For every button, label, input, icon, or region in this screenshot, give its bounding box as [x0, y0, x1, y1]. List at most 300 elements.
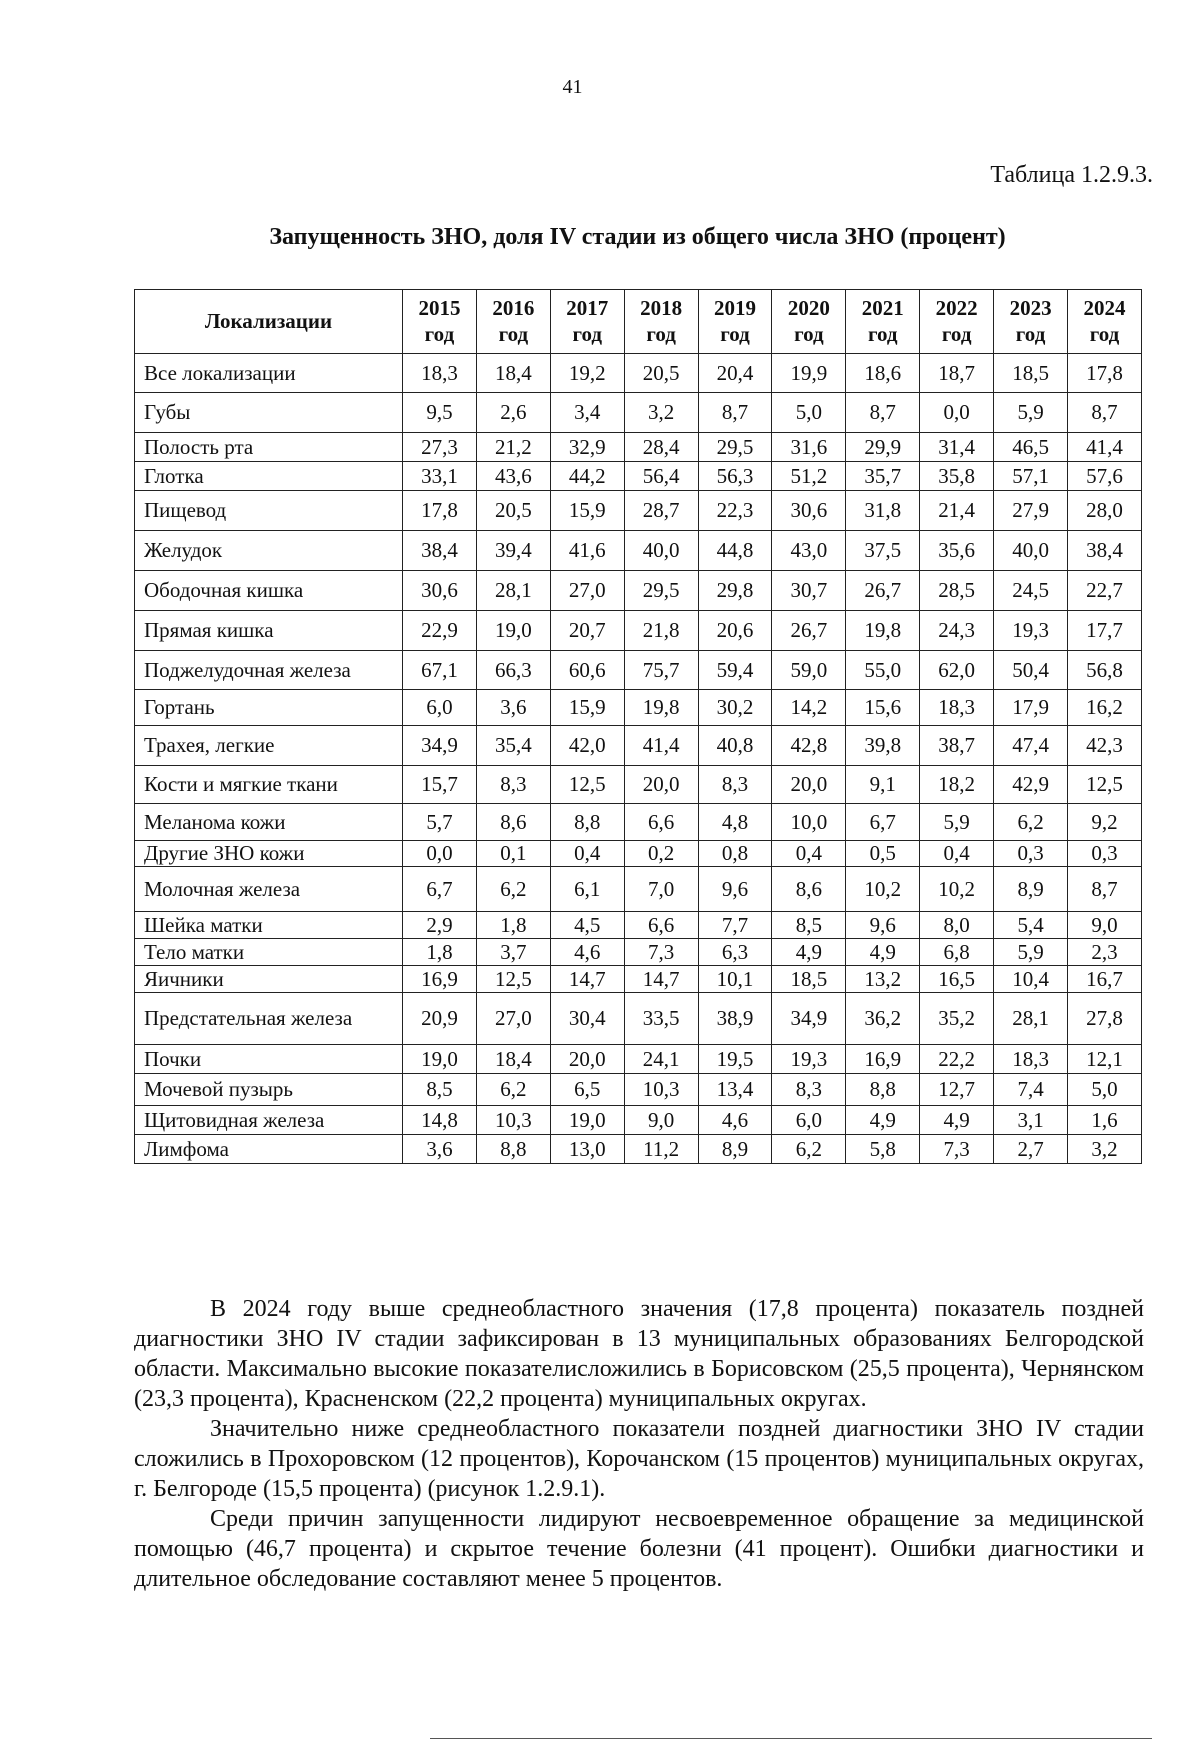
paragraph: Значительно ниже среднеобластного показатели поздней диагностики ЗНО IV стадии сложились в Прохоровском (12 процентов), Корочанском (15 процентов) муниципальных округах, г. Белгороде (15,5 процента) (рисунок 1.2.9.1).	[134, 1416, 1144, 1502]
value-cell: 0,4	[772, 841, 846, 867]
value-cell: 4,9	[772, 939, 846, 966]
paragraph: Среди причин запущенности лидируют несвоевременное обращение за медицинской помощью (46,7 процента) и скрытое течение болезни (41 процент). Ошибки диагностики и длительное обследование составляют менее 5 процентов.	[134, 1506, 1144, 1592]
value-cell: 5,9	[920, 804, 994, 841]
value-cell: 12,1	[1068, 1045, 1142, 1074]
value-cell: 0,0	[920, 393, 994, 433]
value-cell: 75,7	[624, 651, 698, 690]
value-cell: 10,4	[994, 966, 1068, 993]
value-cell: 0,8	[698, 841, 772, 867]
location-cell: Ободочная кишка	[135, 571, 403, 611]
value-cell: 19,2	[550, 354, 624, 393]
value-cell: 28,0	[1068, 491, 1142, 531]
value-cell: 8,8	[550, 804, 624, 841]
value-cell: 0,0	[403, 841, 477, 867]
value-cell: 12,5	[1068, 766, 1142, 804]
value-cell: 42,0	[550, 726, 624, 766]
table-row	[135, 531, 1142, 571]
value-cell: 18,3	[994, 1045, 1068, 1074]
value-cell: 39,8	[846, 726, 920, 766]
location-cell: Глотка	[135, 462, 403, 491]
table-row	[135, 571, 1142, 611]
value-cell: 3,2	[624, 393, 698, 433]
value-cell: 22,7	[1068, 571, 1142, 611]
value-cell: 11,2	[624, 1135, 698, 1164]
location-cell: Меланома кожи	[135, 804, 403, 841]
value-cell: 30,6	[403, 571, 477, 611]
location-cell: Мочевой пузырь	[135, 1074, 403, 1106]
value-cell: 8,9	[698, 1135, 772, 1164]
value-cell: 5,9	[994, 939, 1068, 966]
value-cell: 7,7	[698, 912, 772, 939]
location-cell: Трахея, легкие	[135, 726, 403, 766]
value-cell: 27,0	[550, 571, 624, 611]
location-cell: Щитовидная железа	[135, 1106, 403, 1135]
value-cell: 33,5	[624, 993, 698, 1045]
location-cell: Полость рта	[135, 433, 403, 462]
value-cell: 8,3	[698, 766, 772, 804]
value-cell: 17,8	[403, 491, 477, 531]
value-cell: 27,8	[1068, 993, 1142, 1045]
value-cell: 35,2	[920, 993, 994, 1045]
value-cell: 16,9	[846, 1045, 920, 1074]
value-cell: 9,0	[1068, 912, 1142, 939]
year-header	[920, 290, 994, 354]
value-cell: 20,4	[698, 354, 772, 393]
value-cell: 20,7	[550, 611, 624, 651]
value-cell: 18,5	[994, 354, 1068, 393]
table-title: Запущенность ЗНО, доля IV стадии из общего числа ЗНО (процент)	[269, 224, 1006, 250]
value-cell: 28,4	[624, 433, 698, 462]
value-cell: 34,9	[772, 993, 846, 1045]
value-cell: 14,7	[624, 966, 698, 993]
value-cell: 38,4	[1068, 531, 1142, 571]
value-cell: 57,1	[994, 462, 1068, 491]
value-cell: 29,8	[698, 571, 772, 611]
value-cell: 19,8	[624, 690, 698, 726]
body-text	[134, 1294, 1144, 1594]
value-cell: 4,9	[920, 1106, 994, 1135]
value-cell: 28,1	[476, 571, 550, 611]
value-cell: 47,4	[994, 726, 1068, 766]
value-cell: 35,8	[920, 462, 994, 491]
value-cell: 20,9	[403, 993, 477, 1045]
year-number: 2024	[1083, 296, 1126, 321]
value-cell: 6,8	[920, 939, 994, 966]
value-cell: 33,1	[403, 462, 477, 491]
year-header	[698, 290, 772, 354]
table-row	[135, 690, 1142, 726]
value-cell: 6,6	[624, 804, 698, 841]
value-cell: 29,5	[624, 571, 698, 611]
value-cell: 5,7	[403, 804, 477, 841]
location-cell: Гортань	[135, 690, 403, 726]
value-cell: 30,6	[772, 491, 846, 531]
value-cell: 42,9	[994, 766, 1068, 804]
value-cell: 26,7	[846, 571, 920, 611]
page-number: 41	[562, 76, 583, 98]
value-cell: 5,0	[772, 393, 846, 433]
value-cell: 16,7	[1068, 966, 1142, 993]
value-cell: 27,3	[403, 433, 477, 462]
value-cell: 18,5	[772, 966, 846, 993]
value-cell: 67,1	[403, 651, 477, 690]
value-cell: 32,9	[550, 433, 624, 462]
data-table	[134, 289, 1142, 1164]
location-cell: Кости и мягкие ткани	[135, 766, 403, 804]
value-cell: 38,7	[920, 726, 994, 766]
table-row	[135, 354, 1142, 393]
table-row	[135, 1135, 1142, 1164]
location-cell: Молочная железа	[135, 867, 403, 912]
value-cell: 5,4	[994, 912, 1068, 939]
table-row	[135, 611, 1142, 651]
value-cell: 8,7	[1068, 393, 1142, 433]
year-unit: год	[941, 321, 972, 346]
value-cell: 19,0	[403, 1045, 477, 1074]
value-cell: 7,3	[920, 1135, 994, 1164]
value-cell: 34,9	[403, 726, 477, 766]
value-cell: 7,4	[994, 1074, 1068, 1106]
value-cell: 3,1	[994, 1106, 1068, 1135]
year-header	[403, 290, 477, 354]
location-cell: Прямая кишка	[135, 611, 403, 651]
table-row	[135, 491, 1142, 531]
year-unit: год	[424, 321, 455, 346]
value-cell: 12,7	[920, 1074, 994, 1106]
table-row	[135, 766, 1142, 804]
value-cell: 10,1	[698, 966, 772, 993]
value-cell: 4,9	[846, 1106, 920, 1135]
value-cell: 3,2	[1068, 1135, 1142, 1164]
value-cell: 35,7	[846, 462, 920, 491]
value-cell: 12,5	[476, 966, 550, 993]
location-cell: Губы	[135, 393, 403, 433]
value-cell: 28,1	[994, 993, 1068, 1045]
value-cell: 16,5	[920, 966, 994, 993]
value-cell: 6,1	[550, 867, 624, 912]
value-cell: 21,2	[476, 433, 550, 462]
value-cell: 1,8	[476, 912, 550, 939]
value-cell: 4,6	[550, 939, 624, 966]
value-cell: 41,6	[550, 531, 624, 571]
year-unit: год	[646, 321, 676, 346]
value-cell: 10,3	[476, 1106, 550, 1135]
value-cell: 24,3	[920, 611, 994, 651]
location-cell: Другие ЗНО кожи	[135, 841, 403, 867]
value-cell: 30,7	[772, 571, 846, 611]
year-header	[772, 290, 846, 354]
value-cell: 14,8	[403, 1106, 477, 1135]
value-cell: 31,4	[920, 433, 994, 462]
value-cell: 4,6	[698, 1106, 772, 1135]
value-cell: 36,2	[846, 993, 920, 1045]
value-cell: 40,8	[698, 726, 772, 766]
value-cell: 21,8	[624, 611, 698, 651]
year-number: 2016	[492, 296, 535, 321]
value-cell: 5,0	[1068, 1074, 1142, 1106]
location-cell: Предстательная железа	[135, 993, 403, 1045]
value-cell: 22,9	[403, 611, 477, 651]
value-cell: 7,3	[624, 939, 698, 966]
value-cell: 55,0	[846, 651, 920, 690]
value-cell: 0,5	[846, 841, 920, 867]
value-cell: 19,0	[476, 611, 550, 651]
value-cell: 28,7	[624, 491, 698, 531]
value-cell: 18,6	[846, 354, 920, 393]
value-cell: 29,9	[846, 433, 920, 462]
value-cell: 0,1	[476, 841, 550, 867]
value-cell: 9,1	[846, 766, 920, 804]
table-body	[135, 354, 1142, 1164]
value-cell: 9,6	[846, 912, 920, 939]
year-unit: год	[1089, 321, 1120, 346]
value-cell: 18,7	[920, 354, 994, 393]
value-cell: 30,4	[550, 993, 624, 1045]
value-cell: 19,3	[772, 1045, 846, 1074]
value-cell: 6,7	[846, 804, 920, 841]
value-cell: 19,0	[550, 1106, 624, 1135]
value-cell: 42,3	[1068, 726, 1142, 766]
year-unit: год	[1015, 321, 1046, 346]
value-cell: 20,0	[624, 766, 698, 804]
location-cell: Тело матки	[135, 939, 403, 966]
table-row	[135, 1074, 1142, 1106]
location-cell: Почки	[135, 1045, 403, 1074]
value-cell: 15,7	[403, 766, 477, 804]
table-row	[135, 462, 1142, 491]
value-cell: 12,5	[550, 766, 624, 804]
location-cell: Желудок	[135, 531, 403, 571]
year-number: 2023	[1009, 296, 1052, 321]
value-cell: 38,9	[698, 993, 772, 1045]
value-cell: 60,6	[550, 651, 624, 690]
value-cell: 5,8	[846, 1135, 920, 1164]
value-cell: 3,6	[476, 690, 550, 726]
year-header	[550, 290, 624, 354]
value-cell: 14,2	[772, 690, 846, 726]
value-cell: 43,6	[476, 462, 550, 491]
value-cell: 9,5	[403, 393, 477, 433]
location-cell: Лимфома	[135, 1135, 403, 1164]
table-row	[135, 651, 1142, 690]
value-cell: 22,3	[698, 491, 772, 531]
value-cell: 0,4	[920, 841, 994, 867]
value-cell: 0,2	[624, 841, 698, 867]
value-cell: 15,6	[846, 690, 920, 726]
value-cell: 0,3	[1068, 841, 1142, 867]
value-cell: 24,5	[994, 571, 1068, 611]
value-cell: 6,2	[476, 867, 550, 912]
value-cell: 2,7	[994, 1135, 1068, 1164]
value-cell: 35,4	[476, 726, 550, 766]
value-cell: 56,4	[624, 462, 698, 491]
value-cell: 62,0	[920, 651, 994, 690]
value-cell: 39,4	[476, 531, 550, 571]
value-cell: 19,3	[994, 611, 1068, 651]
location-cell: Поджелудочная железа	[135, 651, 403, 690]
value-cell: 26,7	[772, 611, 846, 651]
value-cell: 6,0	[772, 1106, 846, 1135]
value-cell: 9,2	[1068, 804, 1142, 841]
value-cell: 5,9	[994, 393, 1068, 433]
table-row	[135, 841, 1142, 867]
value-cell: 42,8	[772, 726, 846, 766]
table-row	[135, 993, 1142, 1045]
year-number: 2022	[935, 296, 978, 321]
footer-rule	[430, 1738, 1152, 1739]
table-row	[135, 804, 1142, 841]
year-number: 2020	[787, 296, 830, 321]
location-header: Локализации	[135, 290, 403, 354]
value-cell: 2,9	[403, 912, 477, 939]
value-cell: 2,3	[1068, 939, 1142, 966]
table-row	[135, 1045, 1142, 1074]
table-row	[135, 726, 1142, 766]
value-cell: 13,2	[846, 966, 920, 993]
value-cell: 0,4	[550, 841, 624, 867]
value-cell: 8,7	[1068, 867, 1142, 912]
value-cell: 35,6	[920, 531, 994, 571]
value-cell: 8,5	[403, 1074, 477, 1106]
value-cell: 56,3	[698, 462, 772, 491]
value-cell: 14,7	[550, 966, 624, 993]
location-cell: Яичники	[135, 966, 403, 993]
year-header	[846, 290, 920, 354]
year-unit: год	[794, 321, 824, 346]
value-cell: 59,4	[698, 651, 772, 690]
value-cell: 43,0	[772, 531, 846, 571]
value-cell: 3,7	[476, 939, 550, 966]
value-cell: 4,5	[550, 912, 624, 939]
value-cell: 16,2	[1068, 690, 1142, 726]
year-unit: год	[572, 321, 602, 346]
value-cell: 1,8	[403, 939, 477, 966]
value-cell: 8,7	[846, 393, 920, 433]
value-cell: 19,5	[698, 1045, 772, 1074]
value-cell: 10,2	[846, 867, 920, 912]
table-row	[135, 939, 1142, 966]
value-cell: 13,0	[550, 1135, 624, 1164]
value-cell: 40,0	[994, 531, 1068, 571]
value-cell: 15,9	[550, 690, 624, 726]
value-cell: 21,4	[920, 491, 994, 531]
value-cell: 17,9	[994, 690, 1068, 726]
value-cell: 6,5	[550, 1074, 624, 1106]
value-cell: 8,8	[846, 1074, 920, 1106]
value-cell: 1,6	[1068, 1106, 1142, 1135]
value-cell: 22,2	[920, 1045, 994, 1074]
location-cell: Шейка матки	[135, 912, 403, 939]
value-cell: 8,7	[698, 393, 772, 433]
value-cell: 38,4	[403, 531, 477, 571]
table-header	[135, 290, 1142, 354]
value-cell: 8,5	[772, 912, 846, 939]
year-unit: год	[720, 321, 750, 346]
value-cell: 2,6	[476, 393, 550, 433]
value-cell: 59,0	[772, 651, 846, 690]
location-cell: Все локализации	[135, 354, 403, 393]
value-cell: 8,6	[476, 804, 550, 841]
value-cell: 6,0	[403, 690, 477, 726]
value-cell: 8,9	[994, 867, 1068, 912]
value-cell: 40,0	[624, 531, 698, 571]
value-cell: 19,9	[772, 354, 846, 393]
year-header	[624, 290, 698, 354]
value-cell: 6,2	[772, 1135, 846, 1164]
value-cell: 6,2	[476, 1074, 550, 1106]
value-cell: 20,0	[772, 766, 846, 804]
value-cell: 19,8	[846, 611, 920, 651]
value-cell: 4,9	[846, 939, 920, 966]
value-cell: 20,5	[624, 354, 698, 393]
value-cell: 3,6	[403, 1135, 477, 1164]
value-cell: 31,6	[772, 433, 846, 462]
value-cell: 8,0	[920, 912, 994, 939]
table-row	[135, 966, 1142, 993]
value-cell: 20,6	[698, 611, 772, 651]
value-cell: 18,4	[476, 1045, 550, 1074]
value-cell: 28,5	[920, 571, 994, 611]
year-number: 2019	[714, 296, 756, 321]
year-unit: год	[498, 321, 529, 346]
value-cell: 27,9	[994, 491, 1068, 531]
value-cell: 6,3	[698, 939, 772, 966]
year-header	[476, 290, 550, 354]
value-cell: 20,5	[476, 491, 550, 531]
value-cell: 50,4	[994, 651, 1068, 690]
value-cell: 7,0	[624, 867, 698, 912]
year-number: 2015	[418, 296, 461, 321]
value-cell: 41,4	[624, 726, 698, 766]
value-cell: 18,2	[920, 766, 994, 804]
table-row	[135, 867, 1142, 912]
value-cell: 37,5	[846, 531, 920, 571]
table-row	[135, 1106, 1142, 1135]
value-cell: 8,3	[476, 766, 550, 804]
paragraph: В 2024 году выше среднеобластного значения (17,8 процента) показатель поздней диагностики ЗНО IV стадии зафиксирован в 13 муниципальных образованиях Белгородской области. Максимально высокие показателисложились в Борисовском (25,5 процента), Чернянском (23,3 процента), Красненском (22,2 процента) муниципальных округах.	[134, 1296, 1144, 1412]
value-cell: 44,8	[698, 531, 772, 571]
value-cell: 27,0	[476, 993, 550, 1045]
value-cell: 66,3	[476, 651, 550, 690]
value-cell: 8,3	[772, 1074, 846, 1106]
value-cell: 6,2	[994, 804, 1068, 841]
table-row	[135, 433, 1142, 462]
year-number: 2018	[640, 296, 683, 321]
year-header	[1068, 290, 1142, 354]
value-cell: 13,4	[698, 1074, 772, 1106]
value-cell: 31,8	[846, 491, 920, 531]
value-cell: 0,3	[994, 841, 1068, 867]
value-cell: 56,8	[1068, 651, 1142, 690]
year-number: 2021	[861, 296, 904, 321]
value-cell: 20,0	[550, 1045, 624, 1074]
value-cell: 10,0	[772, 804, 846, 841]
value-cell: 57,6	[1068, 462, 1142, 491]
table-row	[135, 912, 1142, 939]
value-cell: 8,8	[476, 1135, 550, 1164]
value-cell: 6,7	[403, 867, 477, 912]
value-cell: 29,5	[698, 433, 772, 462]
value-cell: 8,6	[772, 867, 846, 912]
value-cell: 44,2	[550, 462, 624, 491]
value-cell: 41,4	[1068, 433, 1142, 462]
value-cell: 9,6	[698, 867, 772, 912]
value-cell: 18,3	[920, 690, 994, 726]
value-cell: 18,4	[476, 354, 550, 393]
value-cell: 30,2	[698, 690, 772, 726]
header-row	[135, 290, 1142, 354]
value-cell: 10,2	[920, 867, 994, 912]
